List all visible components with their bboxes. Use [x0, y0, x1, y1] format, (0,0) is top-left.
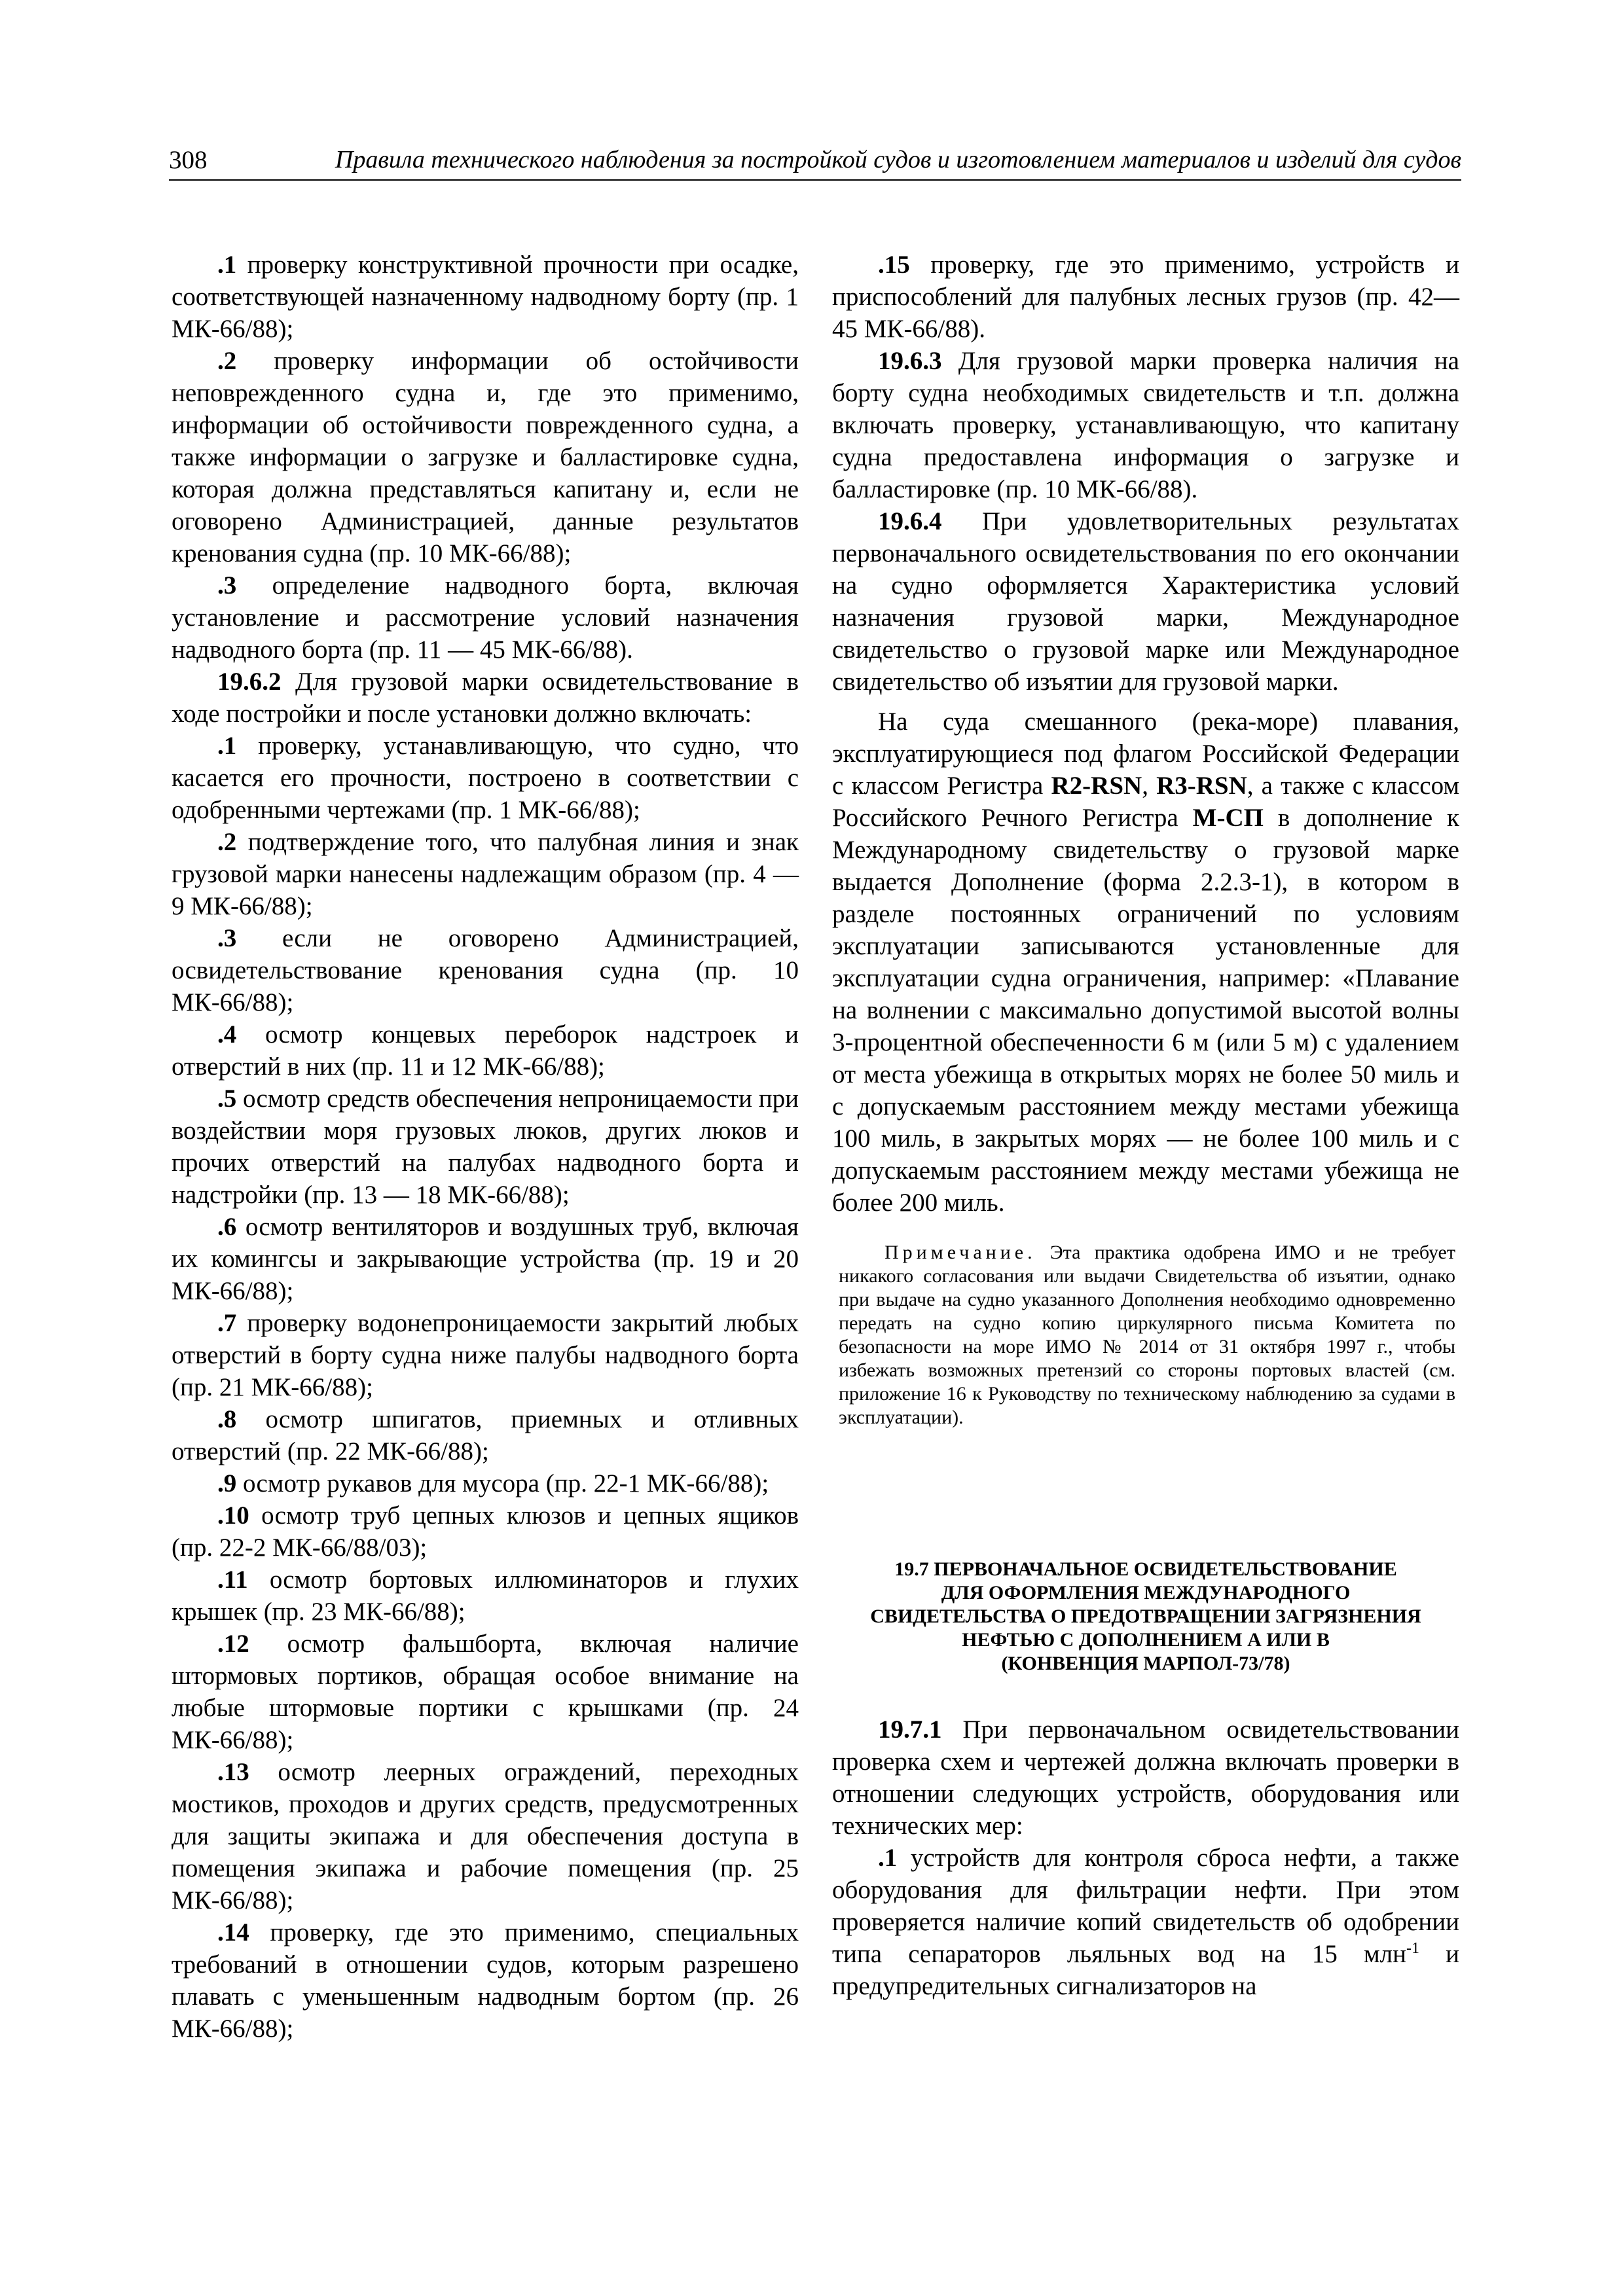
paragraph — [172, 730, 799, 826]
item-number: .13 — [217, 1758, 249, 1786]
item-text: проверку, устанавливающую, что судно, что касается его прочности, построено в соответствии с одобренными чертежами (пр. 1 МК-66/88); — [172, 732, 799, 824]
paragraph — [172, 1403, 799, 1467]
item-text: и предупредительных сигнализаторов на — [832, 1940, 1460, 2000]
left-column — [172, 249, 799, 2045]
paragraph — [832, 1842, 1459, 2002]
right-column — [832, 249, 1459, 2002]
note-text: Эта практика одобрена ИМО и не требует никакого согласования или выдачи Свидетельства об изъятии, однако при выдаче на судно указанного Дополнения необходимо одновременно передать на судно копию циркулярного письма Комитета по безопасности на море ИМО № 2014 от 31 октября 1997 г., чтобы избежать возможных претензий со стороны портовых властей (см. приложение 16 к Руководству по техническому наблюдению за судами в эксплуатации). — [839, 1242, 1455, 1428]
paragraph — [172, 1211, 799, 1307]
item-number: .8 — [217, 1405, 237, 1433]
item-text: осмотр рукавов для мусора (пр. 22-1 МК-66/88); — [236, 1469, 769, 1498]
item-text: Для грузовой марки освидетельствование в ходе постройки и после установки должно включать: — [172, 668, 799, 728]
item-number: .2 — [217, 347, 237, 375]
item-number: .15 — [878, 251, 910, 279]
paragraph — [172, 1499, 799, 1564]
item-text: осмотр леерных ограждений, переходных мостиков, проходов и других средств, предусмотренных для защиты экипажа и для обеспечения доступа в помещения экипажа и рабочие помещения (пр. 25 МК-66/88); — [172, 1758, 799, 1914]
item-number: .10 — [217, 1501, 249, 1530]
item-number: 19.6.3 — [878, 347, 942, 375]
header-rule — [169, 179, 1461, 181]
item-text: проверку водонепроницаемости закрытий любых отверстий в борту судна ниже палубы надводного борта (пр. 21 МК-66/88); — [172, 1309, 799, 1401]
paragraph — [172, 1916, 799, 2045]
item-number: .6 — [217, 1213, 237, 1241]
item-number: .1 — [878, 1844, 898, 1872]
paragraph — [172, 826, 799, 922]
paragraph — [832, 505, 1459, 698]
paragraph — [832, 1713, 1459, 1842]
paragraph — [832, 249, 1459, 345]
item-text: осмотр средств обеспечения непроницаемости при воздействии моря грузовых люков, других люков и прочих отверстий на палубах надводного борта и надстройки (пр. 13 — 18 МК-66/88); — [172, 1085, 799, 1209]
item-text: определение надводного борта, включая установление и рассмотрение условий назначения надводного борта (пр. 11 — 45 МК-66/88). — [172, 571, 799, 664]
paragraph — [172, 1018, 799, 1083]
item-text: Для грузовой марки проверка наличия на борту судна необходимых свидетельств и т.п. должна включать проверку, устанавливающую, что капитану судна предоставлена информация о загрузке и балластировке (пр. 10 МК-66/88). — [832, 347, 1459, 503]
item-text: проверку, где это применимо, устройств и приспособлений для палубных лесных грузов (пр. 42— 45 МК-66/88). — [832, 251, 1459, 343]
page-number: 308 — [169, 146, 208, 174]
paragraph — [172, 1564, 799, 1628]
paragraph — [172, 569, 799, 666]
paragraph — [172, 1083, 799, 1211]
item-text: осмотр фальшборта, включая наличие штормовых портиков, обращая особое внимание на любые штормовые портики с крышками (пр. 24 МК-66/88); — [172, 1630, 799, 1754]
item-text: осмотр шпигатов, приемных и отливных отверстий (пр. 22 МК-66/88); — [172, 1405, 799, 1465]
item-number: .5 — [217, 1085, 237, 1113]
paragraph — [832, 345, 1459, 505]
item-number: 19.6.4 — [878, 507, 942, 535]
paragraph-river-sea: На суда смешанного (река-море) плавания, эксплуатирующиеся под флагом Российской Федерации с классом Регистра R2-RSN, R3-RSN, а также с классом Российского Речного Регистра М-СП в дополнение к Международному свидетельству о грузовой марке выдается Дополнение (форма 2.2.3-1), в котором в разделе постоянных ограничений по условиям эксплуатации записываются установленные для эксплуатации судна ограничения, например: «Плавание на волнении с максимально допустимой высотой волны 3-процентной обеспеченности 6 м (или 5 м) с удалением от места убежища в открытых морях не более 50 миль и с допускаемым расстоянием между местами убежища 100 миль, в закрытых морях — не более 100 миль и с допускаемым расстоянием между местами убежища не более 200 миль. — [832, 708, 1460, 1217]
item-number: .2 — [217, 828, 237, 856]
paragraph — [172, 1628, 799, 1756]
paragraph — [172, 249, 799, 345]
item-number: .14 — [217, 1918, 249, 1946]
item-text: осмотр концевых переборок надстроек и отверстий в них (пр. 11 и 12 МК-66/88); — [172, 1020, 799, 1081]
item-text: если не оговорено Администрацией, освидетельствование кренования судна (пр. 10 МК-66/88); — [172, 924, 799, 1016]
item-text: проверку конструктивной прочности при осадке, соответствующей назначенному надводному борту (пр. 1 МК-66/88); — [172, 251, 799, 343]
item-number: .4 — [217, 1020, 237, 1049]
item-text: проверку, где это применимо, специальных требований в отношении судов, которым разрешено плавать с уменьшенным надводным бортом (пр. 26 МК-66/88); — [172, 1918, 799, 2043]
item-number: .3 — [217, 571, 237, 600]
item-number: .3 — [217, 924, 237, 952]
paragraph — [172, 1307, 799, 1403]
note-label: Примечание. — [884, 1242, 1036, 1263]
paragraph — [172, 922, 799, 1018]
item-text: осмотр бортовых иллюминаторов и глухих крышек (пр. 23 МК-66/88); — [172, 1566, 799, 1626]
paragraph — [172, 345, 799, 569]
item-number: 19.7.1 — [878, 1715, 942, 1744]
item-text: устройств для контроля сброса нефти, а также оборудования для фильтрации нефти. При этом проверяется наличие копий свидетельств об одобрении типа сепараторов льяльных вод на 15 млн — [832, 1844, 1459, 1968]
item-number: .9 — [217, 1469, 237, 1498]
paragraph — [172, 1467, 799, 1499]
page-header — [169, 143, 1461, 182]
item-text: осмотр вентиляторов и воздушных труб, включая их комингсы и закрывающие устройства (пр. 19 и 20 МК-66/88); — [172, 1213, 799, 1305]
item-number: .1 — [217, 251, 237, 279]
section-heading: 19.7 ПЕРВОНАЧАЛЬНОЕ ОСВИДЕТЕЛЬСТВОВАНИЕ ДЛЯ ОФОРМЛЕНИЯ МЕЖДУНАРОДНОГО СВИДЕТЕЛЬСТВА О ПРЕДОТВРАЩЕНИИ ЗАГРЯЗНЕНИЯ НЕФТЬЮ С ДОПОЛНЕНИЕМ А ИЛИ В (КОНВЕНЦИЯ МАРПОЛ-73/78) — [870, 1558, 1421, 1674]
superscript: -1 — [1406, 1940, 1419, 1957]
note — [832, 1241, 1459, 1429]
item-number: .7 — [217, 1309, 237, 1337]
running-title: Правила технического наблюдения за постройкой судов и изготовлением материалов и изделий для судов — [335, 146, 1461, 173]
paragraph — [172, 1756, 799, 1916]
paragraph — [172, 666, 799, 730]
item-text: При первоначальном освидетельствовании проверка схем и чертежей должна включать проверки в отношении следующих устройств, оборудования или технических мер: — [832, 1715, 1459, 1840]
item-number: .11 — [217, 1566, 248, 1594]
class-notation: М-СП — [1192, 804, 1264, 832]
class-notation: R3-RSN — [1156, 772, 1247, 800]
item-text: проверку информации об остойчивости неповрежденного судна и, где это применимо, информации об остойчивости поврежденного судна, а также информации о загрузке и балластировке судна, которая должна представляться капитану и, если не оговорено Администрацией, данные результатов кренования судна (пр. 10 МК-66/88); — [172, 347, 799, 567]
item-text: подтверждение того, что палубная линия и знак грузовой марки нанесены надлежащим образом (пр. 4 — 9 МК-66/88); — [172, 828, 799, 920]
item-text: осмотр труб цепных клюзов и цепных ящиков (пр. 22-2 МК-66/88/03); — [172, 1501, 799, 1562]
item-number: .1 — [217, 732, 237, 760]
item-number: 19.6.2 — [217, 668, 282, 696]
item-number: .12 — [217, 1630, 249, 1658]
item-text: При удовлетворительных результатах первоначального освидетельствования по его окончании на судно оформляется Характеристика условий назначения грузовой марки, Международное свидетельство о грузовой марке или Международное свидетельство об изъятии для грузовой марки. — [832, 507, 1459, 696]
class-notation: R2-RSN — [1051, 772, 1142, 800]
